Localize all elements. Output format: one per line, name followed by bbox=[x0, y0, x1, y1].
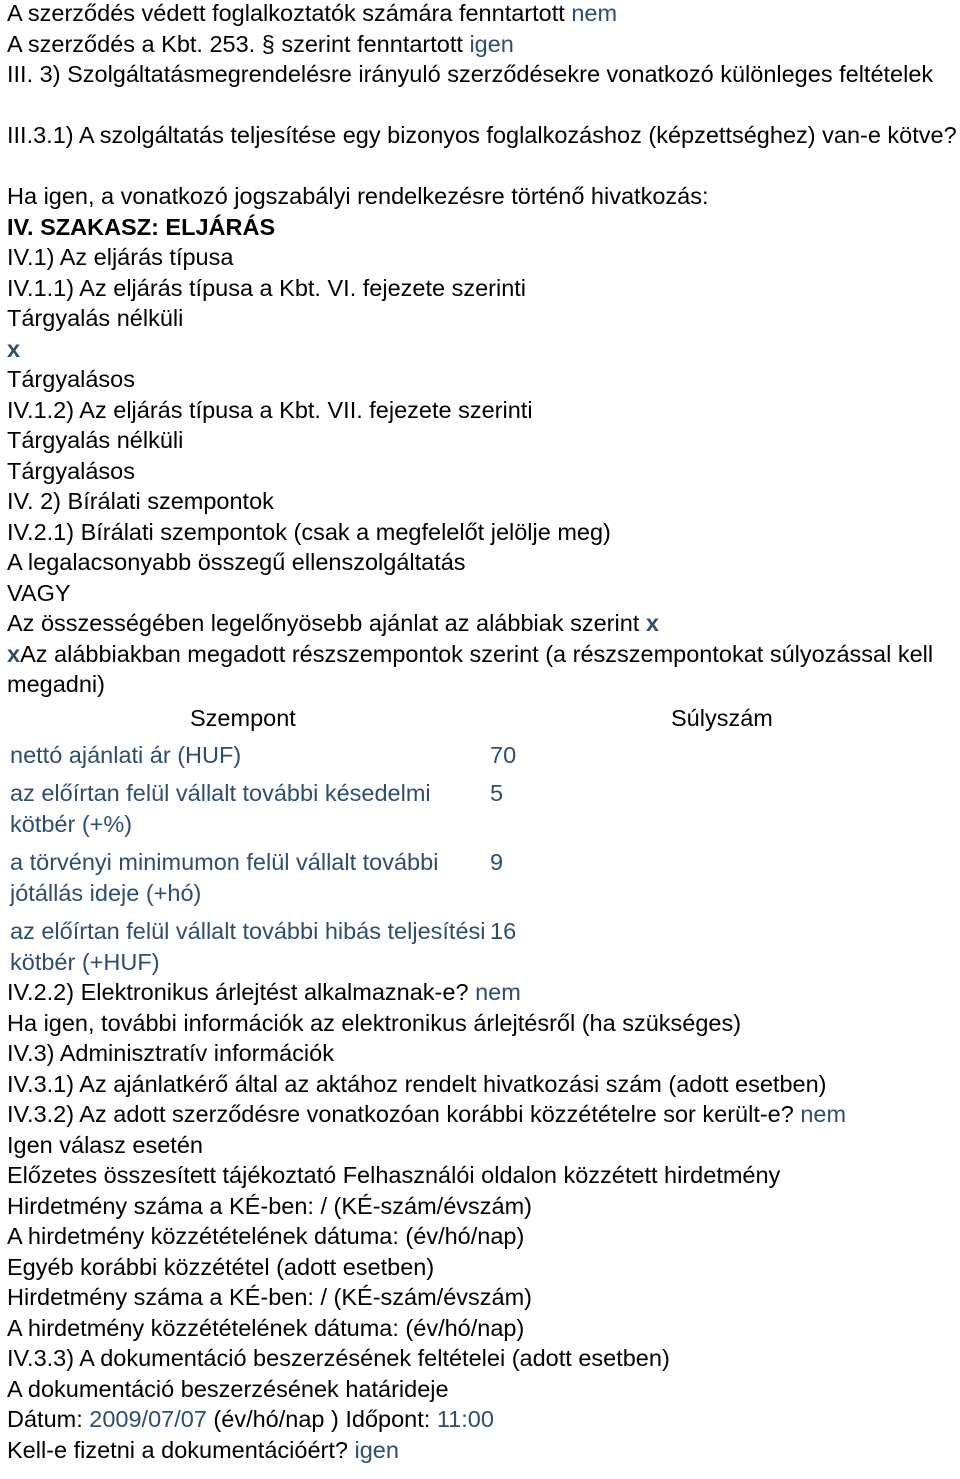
section-heading-IV-3-3: IV.3.3) A dokumentáció beszerzésének feltételei (adott esetben) bbox=[7, 1345, 670, 1371]
section-heading-IV-3-1: IV.3.1) Az ajánlatkérő által az aktához rendelt hivatkozási szám (adott esetben) bbox=[7, 1070, 827, 1097]
table-row bbox=[10, 839, 610, 908]
section-heading-IV-2-2: IV.2.2) Elektronikus árlejtést alkalmaznak-e? nem bbox=[7, 979, 521, 1005]
section-heading-IV: IV. SZAKASZ: ELJÁRÁS bbox=[7, 213, 276, 240]
table-row bbox=[10, 770, 610, 839]
option-without-negotiation: Tárgyalás nélküli bbox=[7, 305, 184, 331]
text-line-or: VAGY bbox=[7, 579, 71, 606]
criterion-weight: 16 bbox=[490, 918, 517, 944]
text-line-notice-number: Hirdetmény száma a KÉ-ben: / (KÉ-szám/évszám) bbox=[7, 1192, 532, 1219]
criterion-weight: 9 bbox=[490, 849, 504, 875]
criterion-weight: 5 bbox=[490, 780, 504, 806]
text-line-legal-reference: Ha igen, a vonatkozó jogszabályi rendelkezésre történő hivatkozás: bbox=[7, 183, 709, 209]
criteria-table bbox=[10, 737, 610, 978]
answer-value: nem bbox=[571, 0, 618, 26]
section-heading-IV-1: IV.1) Az eljárás típusa bbox=[7, 244, 234, 270]
answer-value: igen bbox=[469, 30, 514, 57]
criterion-name: az előírtan felül vállalt további késedelmi kötbér (+%) bbox=[10, 780, 431, 837]
section-heading-IV-1-1: IV.1.1) Az eljárás típusa a Kbt. VI. fejezete szerinti bbox=[7, 274, 527, 301]
section-heading-III-3: III. 3) Szolgáltatásmegrendelésre irányuló szerződésekre vonatkozó különleges feltételek bbox=[7, 61, 934, 87]
section-heading-IV-1-2: IV.1.2) Az eljárás típusa a Kbt. VII. fejezete szerinti bbox=[7, 396, 533, 423]
text-line-notice-date: A hirdetmény közzétételének dátuma: (év/hó/nap) bbox=[7, 1314, 525, 1341]
answer-value: nem bbox=[800, 1101, 847, 1127]
selected-mark: x bbox=[645, 610, 659, 636]
text-line-deadline: A dokumentáció beszerzésének határideje bbox=[7, 1375, 449, 1402]
text-line-notice-number: Hirdetmény száma a KÉ-ben: / (KÉ-szám/évszám) bbox=[7, 1284, 532, 1310]
criteria-header-name: Szempont bbox=[190, 704, 296, 731]
section-heading-IV-3: IV.3) Adminisztratív információk bbox=[7, 1040, 334, 1066]
criterion-name: a törvényi minimumon felül vállalt további jótállás ideje (+hó) bbox=[10, 849, 439, 906]
text-line-if-yes: Igen válasz esetén bbox=[7, 1131, 203, 1158]
text-line-notice-date: A hirdetmény közzétételének dátuma: (év/hó/nap) bbox=[7, 1223, 525, 1249]
document-page bbox=[7, 0, 957, 1465]
criterion-name: nettó ajánlati ár (HUF) bbox=[10, 741, 242, 768]
text-line-protected-employment: A szerződés védett foglalkoztatók számára fenntartott nem bbox=[7, 0, 618, 26]
text-line-reserved-contract: A szerződés a Kbt. 253. § szerint fenntartott igen bbox=[7, 30, 514, 57]
text-line-auction-info: Ha igen, további információk az elektronikus árlejtésről (ha szükséges) bbox=[7, 1009, 742, 1036]
criteria-header-weight: Súlyszám bbox=[671, 704, 773, 731]
option-lowest-price: A legalacsonyabb összegű ellenszolgáltatás bbox=[7, 549, 466, 575]
date-value: 2009/07/07 bbox=[89, 1406, 207, 1432]
text-line-other-publication: Egyéb korábbi közzététel (adott esetben) bbox=[7, 1253, 435, 1280]
criteria-table-header bbox=[7, 700, 957, 737]
section-heading-IV-2-1: IV.2.1) Bírálati szempontok (csak a megfelelőt jelölje meg) bbox=[7, 518, 611, 545]
text-line-date-time: Dátum: 2009/07/07 (év/hó/nap ) Időpont: 11:00 bbox=[7, 1406, 494, 1432]
table-row bbox=[10, 737, 610, 771]
option-with-negotiation: Tárgyalásos bbox=[7, 457, 135, 484]
table-row bbox=[10, 908, 610, 977]
text-line-payment: Kell-e fizetni a dokumentációért? igen bbox=[7, 1436, 399, 1463]
section-heading-IV-3-2: IV.3.2) Az adott szerződésre vonatkozóan korábbi közzétételre sor került-e? nem bbox=[7, 1101, 847, 1127]
answer-value: nem bbox=[475, 979, 521, 1005]
section-heading-IV-2: IV. 2) Bírálati szempontok bbox=[7, 488, 274, 514]
answer-value: igen bbox=[354, 1436, 399, 1463]
selected-mark: x bbox=[7, 335, 21, 362]
option-with-negotiation: Tárgyalásos bbox=[7, 366, 135, 392]
option-sub-criteria: xAz alábbiakban megadott részszempontok szerint (a részszempontokat súlyozással kell megadni) bbox=[7, 640, 934, 697]
selected-mark: x bbox=[7, 640, 21, 667]
section-heading-III-3-1: III.3.1) A szolgáltatás teljesítése egy bizonyos foglalkozáshoz (képzettséghez) van-e kötve? bbox=[7, 122, 957, 148]
text-line-prior-notice: Előzetes összesített tájékoztató Felhasználói oldalon közzétett hirdetmény bbox=[7, 1162, 781, 1188]
time-value: 11:00 bbox=[436, 1406, 494, 1432]
option-most-advantageous: Az összességében legelőnyösebb ajánlat az alábbiak szerint x bbox=[7, 610, 659, 636]
option-without-negotiation: Tárgyalás nélküli bbox=[7, 427, 184, 453]
criterion-weight: 70 bbox=[490, 741, 517, 768]
criterion-name: az előírtan felül vállalt további hibás teljesítési kötbér (+HUF) bbox=[10, 918, 486, 975]
